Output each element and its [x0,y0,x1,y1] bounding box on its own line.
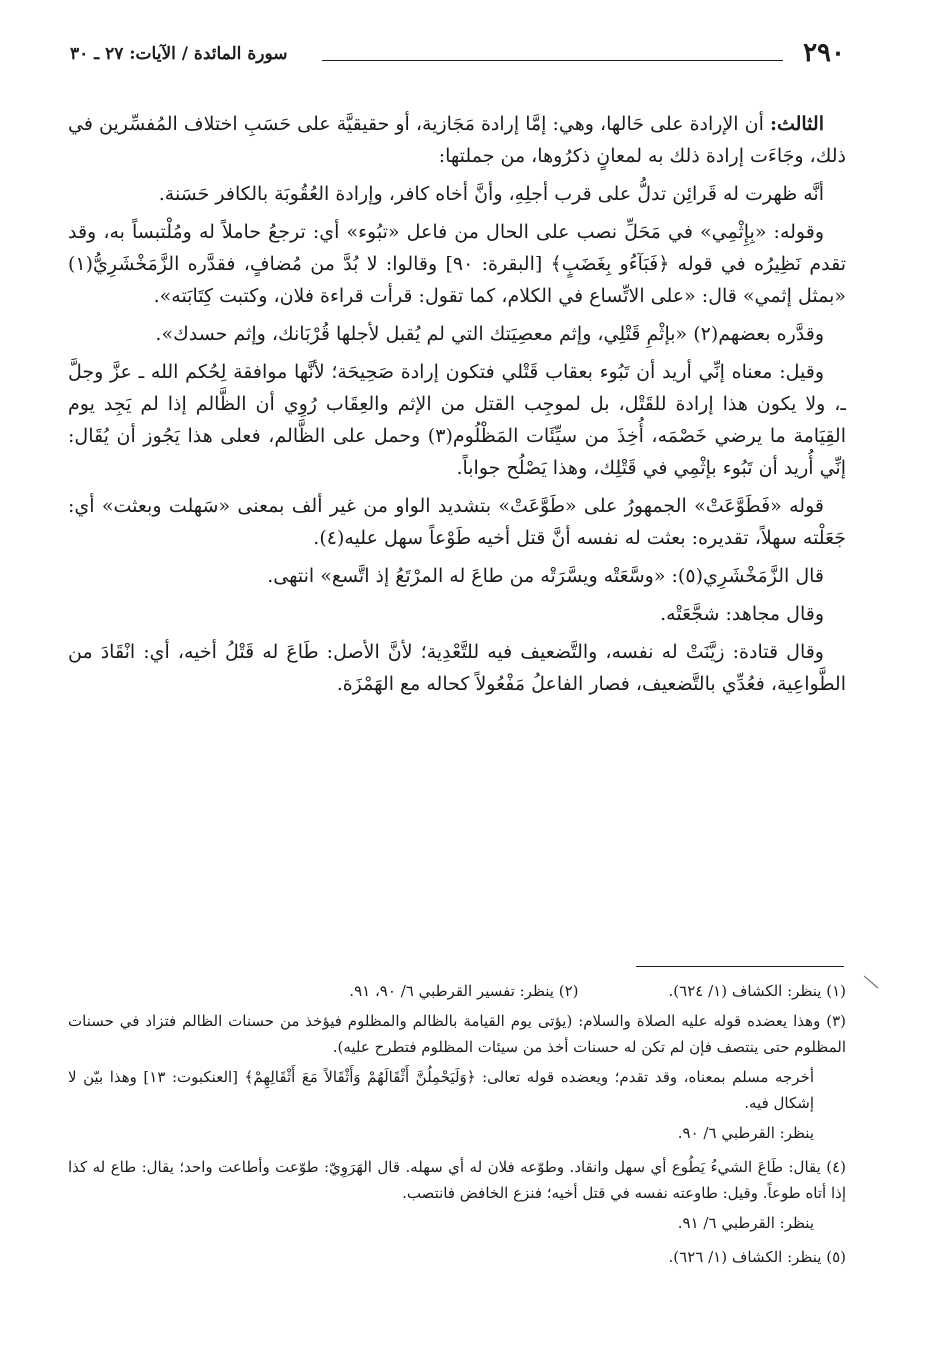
footnote-row [68,978,846,1004]
main-text [68,108,846,706]
margin-mark-icon [862,974,882,994]
paragraph-text: وقال قتادة: زيَّنَتْ له نفسه، والتَّضعيف فيه للتَّعْدِية؛ لأنَّ الأصل: طَاعَ له قَتْلُ أخيه، أي: انْقَادَ من الطَّواعِية، فعُدِّي بالتَّضعيف، فصار الفاعلُ مَفْعُولاً كحاله مع الهَمْزَة. [68,641,846,695]
footnote-3: (٣) وهذا يعضده قوله عليه الصلاة والسلام: (يؤتى يوم القيامة بالظالم والمظلوم فيؤخذ من حسنات الظالم فتزاد في حسنات المظلوم حتى ينتصف فإن لم تكن له حسنات أخذ من سيئات المظلوم فتطرح عليه). [68,1012,846,1056]
paragraph [68,490,846,554]
paragraph [68,636,846,700]
footnote-1: (١) ينظر: الكشاف (١/ ٦٢٤). [668,982,846,1000]
paragraph [68,560,846,592]
paragraph [68,216,846,312]
paragraph-text: قوله «فَطَوَّعَتْ» الجمهورُ على «طَوَّعَتْ» بتشديد الواو من غير ألف بمعنى «سَهلت وبعثت» أي: جَعَلْته سهلاً، تقديره: بعثت له نفسه أنَّ قتل أخيه طَوْعاً سهل عليه(٤). [68,495,846,549]
paragraph-text: وقوله: «بِإِثْمِي» في مَحَلِّ نصب على الحال من فاعل «تبُوء» أي: ترجعُ حاملاً له ومُلْتبساً به، وقد تقدم نَظِيرُه في قوله ﴿فَبَآءُو بِغَضَبٍ﴾ [البقرة: ٩٠] وقالوا: لا بُدَّ من مُضافٍ، فقدَّره الزَّمَخْشَرِيُّ(١) «بمثل إثمي» قال: «على الاتِّساع في الكلام، كما تقول: قرأت قراءة فلان، وكتبت كِتَابَته». [68,221,846,307]
running-header [70,38,845,72]
paragraph-lead: الثالث: [769,113,824,135]
paragraph [68,598,846,630]
footnote-2: (٢) ينظر: تفسير القرطبي ٦/ ٩٠، ٩١. [349,982,579,1000]
footnote-separator [636,966,844,967]
paragraph-text: وقال مجاهد: شجَّعَتْه. [660,603,824,625]
paragraph-text: أنَّه ظهرت له قَرائِن تدلُّ على قرب أجلِهِ، وأنَّ أخاه كافر، وإرادة العُقُوبَة بالكافر حَسَنة. [158,183,824,205]
running-title: سورة المائدة / الآيات: ٢٧ ـ ٣٠ [70,44,288,64]
paragraph-text: وقيل: معناه إنِّي أريد أن تَبُوء بعقاب قَتْلي فتكون إرادة صَحِيحَة؛ لأنَّها موافقة لِحُكم الله ـ عزَّ وجلَّ ـ، ولا يكون هذا إرادة للقَتْل، بل لموجِب القتل من الإثم والعِقَاب رُوِي أن الظَّالم إذا لم يَجِد يوم القِيَامة ما يرضي خَصْمَه، أُخِذَ من سيِّئَات المَظْلُوم(٣) وحمل على الظَّالم، فعلى هذا يَجُوز أن يُقَال: إنِّي أُريد أن تَبُوء بإثْمِي في قَتْلِك، وهذا يَصْلُح جواباً. [68,361,847,479]
paragraph [68,318,846,350]
footnote-4-ref: ينظر: القرطبي ٦/ ٩١. [677,1214,814,1232]
paragraph [68,178,846,210]
paragraph-text: قال الزَّمَخْشَرِي(٥): «وسَّعَتْه ويسَّرَتْه من طاعَ له المرْتَعُ إذ اتَّسع» انتهى. [267,565,824,587]
footnote-3-cont: أخرجه مسلم بمعناه، وقد تقدم؛ ويعضده قوله تعالى: ﴿وَلَيَحْمِلُنَّ أَثْقَالَهُمْ وَأَثْقَالاً مَعَ أَثْقَالِهِمْ﴾ [العنكبوت: ١٣] وهذا بيّن لا إشكال فيه. [68,1068,814,1112]
paragraph-text: وقدَّره بعضهم(٢) «بإثْمِ قَتْلِي، وإثم معصِيَتك التي لم يُقبل لأجلها قُرْبَانك، وإثم حسدك». [155,323,824,345]
paragraph [68,356,846,484]
paragraph-text: أن الإرادة على حَالها، وهي: إمَّا إرادة مَجَازية، أو حقيقيَّة على حَسَبِ اختلاف المُفسِّرين في ذلك، وجَاءَت إرادة ذلك به لمعانٍ ذكرُوها، من جملتها: [68,113,846,167]
footnotes [68,978,846,1274]
paragraph [68,108,846,172]
footnote-5: (٥) ينظر: الكشاف (١/ ٦٢٦). [668,1248,846,1266]
footnote-4: (٤) يقال: طَاعَ الشيءُ يَطُوع أي سهل وانقاد. وطوّعه فلان له أي سهله. قال الهَرَوِيّ: طوّعت وأطاعت واحد؛ يقال: طاع له كذا إذا أتاه طوعاً. وقيل: طاوعته نفسه في قتل أخيه؛ فنزع الخافض فانتصب. [68,1158,846,1202]
page-number: ٢٩٠ [803,38,845,68]
footnote-3-ref: ينظر: القرطبي ٦/ ٩٠. [677,1124,814,1142]
header-rule [322,60,783,61]
